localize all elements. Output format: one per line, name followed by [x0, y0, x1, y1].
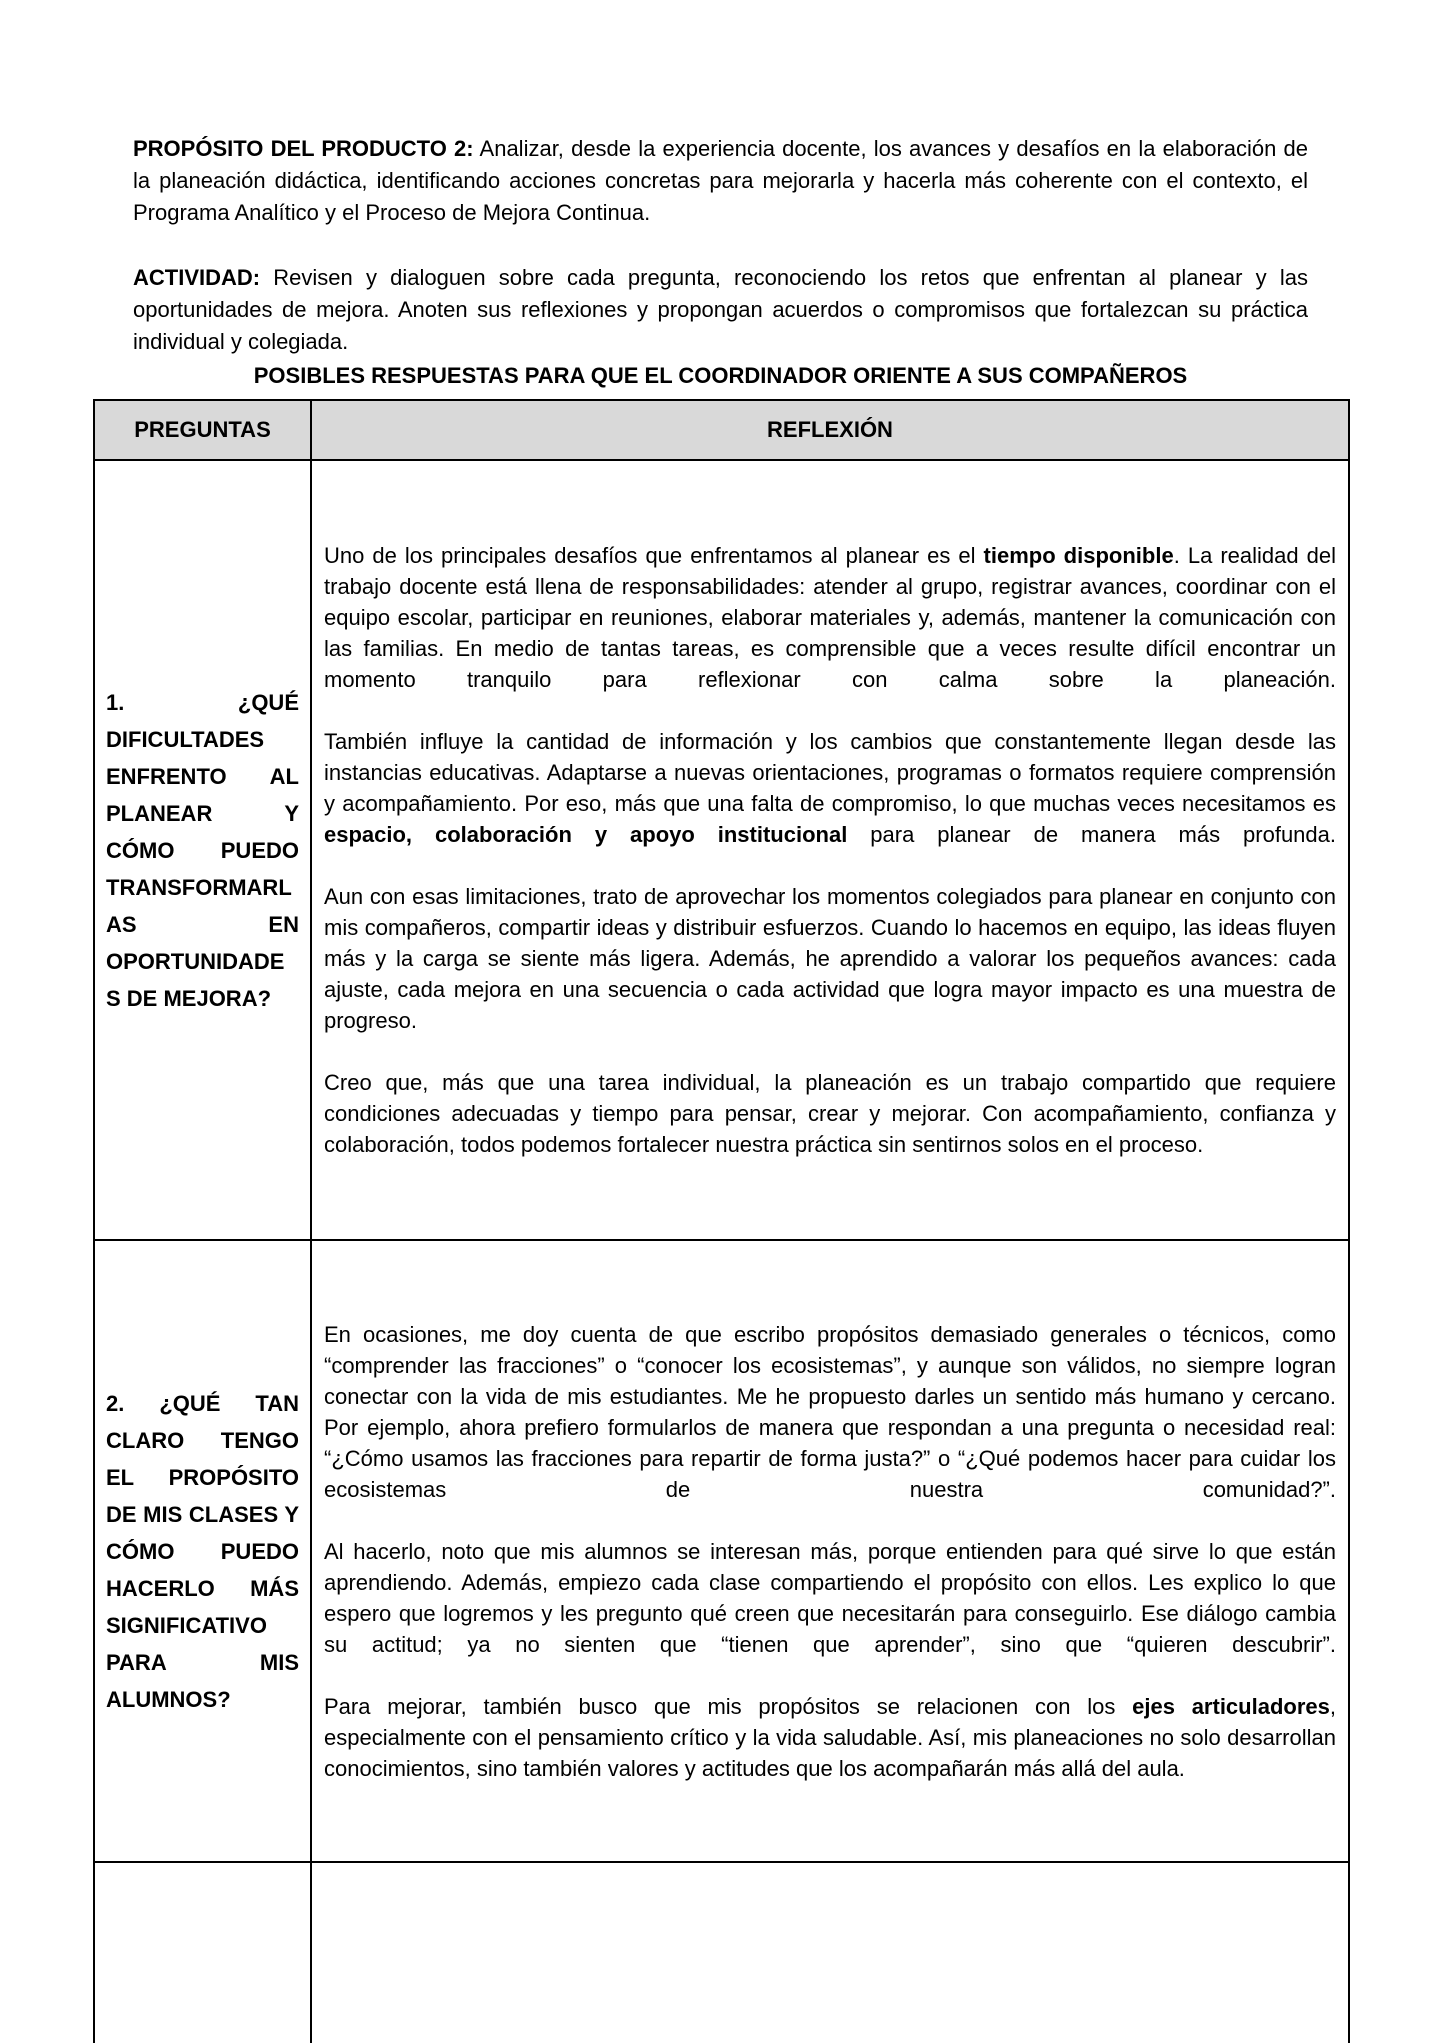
proposito-paragraph: [133, 133, 1308, 229]
responses-table: [93, 399, 1350, 2043]
text-segment-bold: tiempo disponible: [983, 543, 1174, 568]
empty-question-cell: [94, 1862, 311, 2043]
table-row-question-2: [94, 1240, 1349, 1862]
reflection-paragraph: [324, 1319, 1336, 1505]
question-1-cell: [94, 460, 311, 1240]
column-header-preguntas: PREGUNTAS: [94, 400, 311, 460]
reflection-2-cell: [311, 1240, 1349, 1862]
column-header-reflexion: REFLEXIÓN: [311, 400, 1349, 460]
text-segment: para planear de manera más profunda.: [847, 822, 1337, 847]
question-2-cell: [94, 1240, 311, 1862]
empty-reflection-cell: [311, 1862, 1349, 2043]
proposito-label: PROPÓSITO DEL PRODUCTO 2:: [133, 136, 474, 161]
reflection-paragraph: [324, 1067, 1336, 1160]
reflection-paragraph: [324, 726, 1336, 850]
question-1-text: 1. ¿QUÉ DIFICULTADES ENFRENTO AL PLANEAR Y CÓMO PUEDO TRANSFORMARLAS EN OPORTUNIDADES DE MEJORA?: [106, 689, 299, 1011]
text-segment: También influye la cantidad de información y los cambios que constantemente llegan desde las instancias educativas. Adaptarse a nuevas orientaciones, programas o formatos requiere comprensión y acompañamiento. Por eso, más que una falta de compromiso, lo que muchas veces necesitamos es: [324, 729, 1336, 816]
proposito-text: Analizar, desde la experiencia docente, los avances y desafíos en la elaboración de la planeación didáctica, identificando acciones concretas para mejorarla y hacerla más coherente con el contexto, el Programa Analítico y el Proceso de Mejora Continua.: [133, 136, 1309, 225]
actividad-label: ACTIVIDAD:: [133, 265, 261, 290]
text-segment: Al hacerlo, noto que mis alumnos se interesan más, porque entienden para qué sirve lo que están aprendiendo. Además, empiezo cada clase compartiendo el propósito con ellos. Les explico lo que espero que logremos y les pregunto qué creen que necesitarán para conseguirlo. Ese diálogo cambia su actitud; ya no sienten que “tienen que aprender”, sino que “quieren descubrir”.: [324, 1538, 1336, 1657]
text-segment: , especialmente con el pensamiento crítico y la vida saludable. Así, mis planeaciones no solo desarrollan conocimientos, sino también valores y actitudes que los acompañarán más allá del aula.: [324, 1693, 1336, 1781]
text-segment: Aun con esas limitaciones, trato de aprovechar los momentos colegiados para planear en conjunto con mis compañeros, compartir ideas y distribuir esfuerzos. Cuando lo hacemos en equipo, las ideas fluyen más y la carga se siente más ligera. Además, he aprendido a valorar los pequeños avances: cada ajuste, cada mejora en una secuencia o cada actividad que logra mayor impacto es una muestra de progreso.: [324, 884, 1336, 1033]
text-segment: Para mejorar, también busco que mis propósitos se relacionen con los: [324, 1693, 1133, 1719]
table-row-partial: [94, 1862, 1349, 2043]
reflection-paragraph: [324, 1536, 1336, 1660]
text-segment: . La realidad del trabajo docente está llena de responsabilidades: atender al grupo, registrar avances, coordinar con el equipo escolar, participar en reuniones, elaborar materiales y, además, mantener la comunicación con las familias. En medio de tantas tareas, es comprensible que a veces resulte difícil encontrar un momento tranquilo para reflexionar con calma sobre la planeación.: [324, 543, 1337, 692]
text-segment-bold: espacio, colaboración y apoyo institucional: [324, 822, 848, 847]
reflection-1-cell: [311, 460, 1349, 1240]
table-title: POSIBLES RESPUESTAS PARA QUE EL COORDINADOR ORIENTE A SUS COMPAÑEROS: [253, 363, 1188, 388]
reflection-paragraph: [324, 881, 1336, 1036]
question-2-text: 2. ¿QUÉ TAN CLARO TENGO EL PROPÓSITO DE MIS CLASES Y CÓMO PUEDO HACERLO MÁS SIGNIFICATIVO PARA MIS ALUMNOS?: [106, 1390, 299, 1712]
text-segment: Uno de los principales desafíos que enfrentamos al planear es el: [324, 543, 984, 568]
actividad-paragraph: [133, 262, 1308, 358]
text-segment: Creo que, más que una tarea individual, la planeación es un trabajo compartido que requiere condiciones adecuadas y tiempo para pensar, crear y mejorar. Con acompañamiento, confianza y colaboración, todos podemos fortalecer nuestra práctica sin sentirnos solos en el proceso.: [324, 1070, 1336, 1157]
actividad-text: Revisen y dialoguen sobre cada pregunta, reconociendo los retos que enfrentan al planear y las oportunidades de mejora. Anoten sus reflexiones y propongan acuerdos o compromisos que fortalezcan su práctica individual y colegiada.: [133, 265, 1308, 354]
table-header-row: [94, 400, 1349, 460]
reflection-paragraph: [324, 540, 1336, 695]
text-segment: En ocasiones, me doy cuenta de que escribo propósitos demasiado generales o técnicos, como “comprender las fracciones” o “conocer los ecosistemas”, y aunque son válidos, no siempre logran conectar con la vida de mis estudiantes. Me he propuesto darles un sentido más humano y cercano. Por ejemplo, ahora prefiero formularlos de manera que respondan a una pregunta o necesidad real: “¿Cómo usamos las fracciones para repartir de forma justa?” o “¿Qué podemos hacer para cuidar los ecosistemas de nuestra comunidad?”.: [324, 1321, 1336, 1502]
text-segment-bold: ejes articuladores: [1132, 1693, 1330, 1719]
table-row-question-1: [94, 460, 1349, 1240]
reflection-paragraph: [324, 1691, 1336, 1784]
